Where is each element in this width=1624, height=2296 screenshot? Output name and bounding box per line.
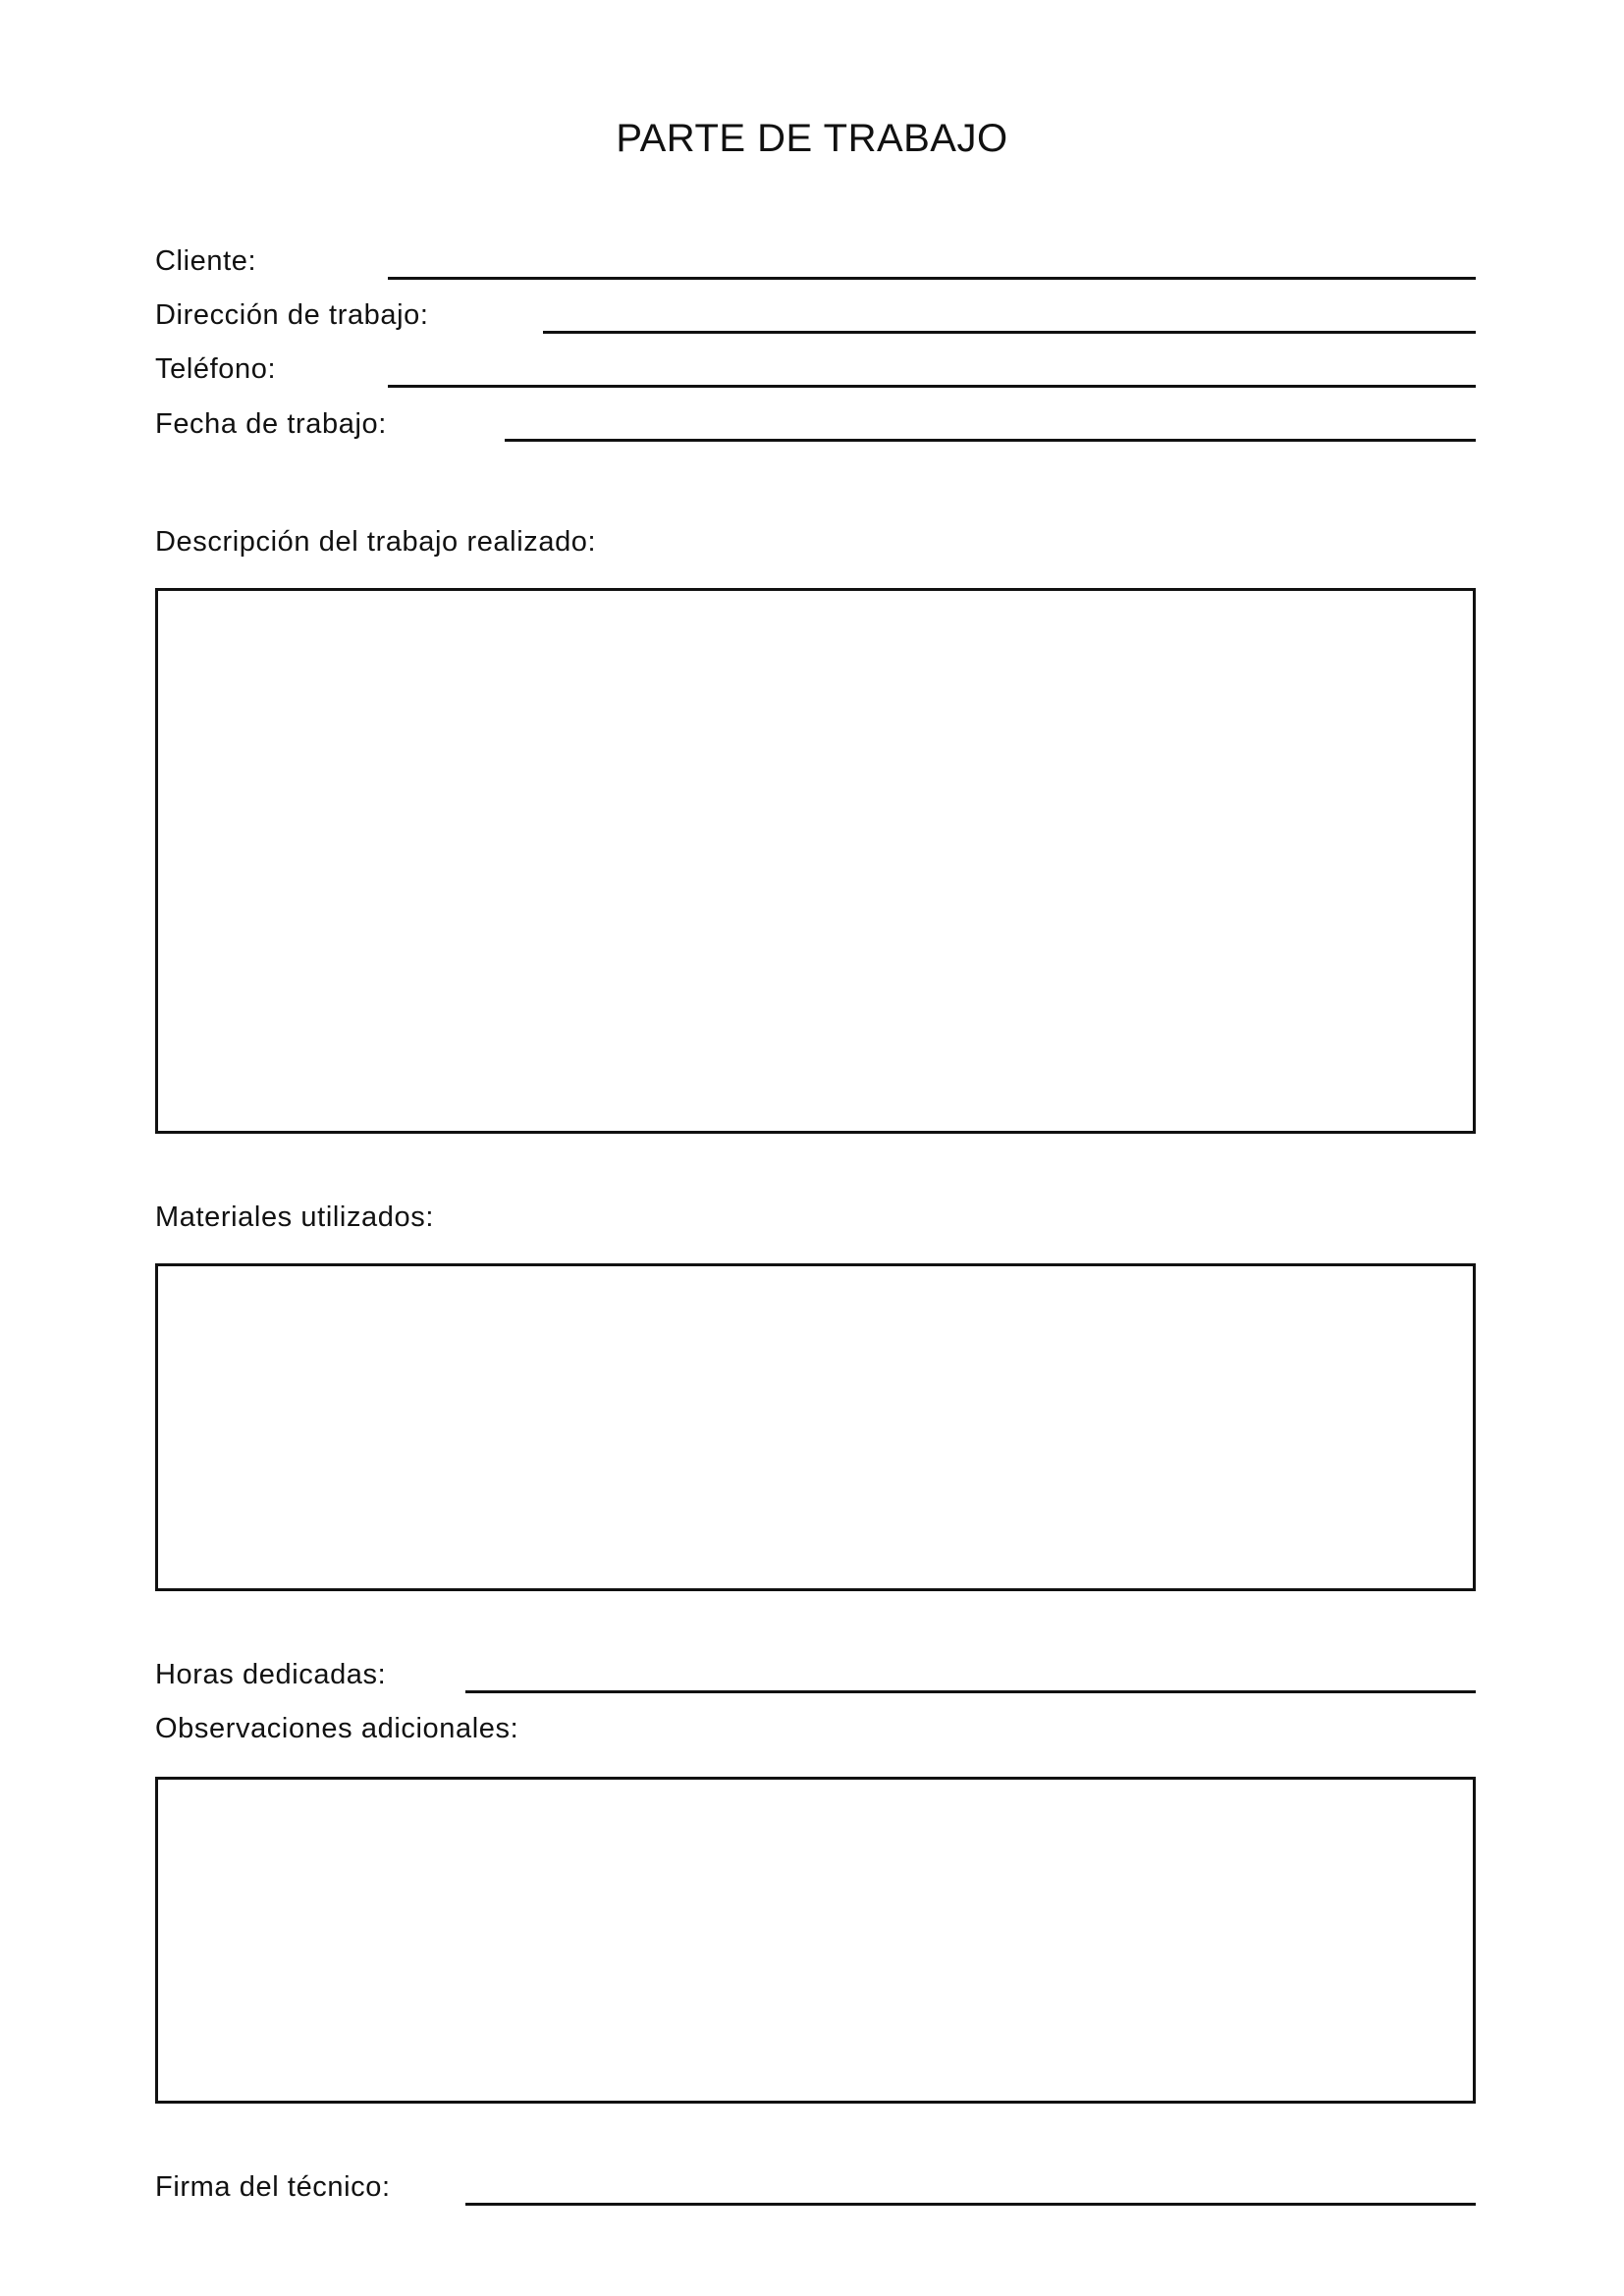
client-field-line[interactable] <box>388 277 1476 280</box>
phone-field-line[interactable] <box>388 385 1476 388</box>
client-label: Cliente: <box>155 245 257 277</box>
description-label: Descripción del trabajo realizado: <box>155 526 597 558</box>
description-box[interactable] <box>155 588 1476 1134</box>
signature-label: Firma del técnico: <box>155 2171 391 2203</box>
hours-label: Horas dedicadas: <box>155 1659 387 1690</box>
observations-label: Observaciones adicionales: <box>155 1713 519 1744</box>
date-field-line[interactable] <box>505 439 1476 442</box>
hours-field-line[interactable] <box>465 1690 1476 1693</box>
document-title: PARTE DE TRABAJO <box>616 117 1008 160</box>
phone-label: Teléfono: <box>155 353 277 385</box>
observations-box[interactable] <box>155 1777 1476 2104</box>
materials-box[interactable] <box>155 1263 1476 1591</box>
signature-field-line[interactable] <box>465 2203 1476 2206</box>
date-label: Fecha de trabajo: <box>155 408 387 440</box>
materials-label: Materiales utilizados: <box>155 1201 434 1233</box>
address-field-line[interactable] <box>543 331 1476 334</box>
address-label: Dirección de trabajo: <box>155 299 429 331</box>
